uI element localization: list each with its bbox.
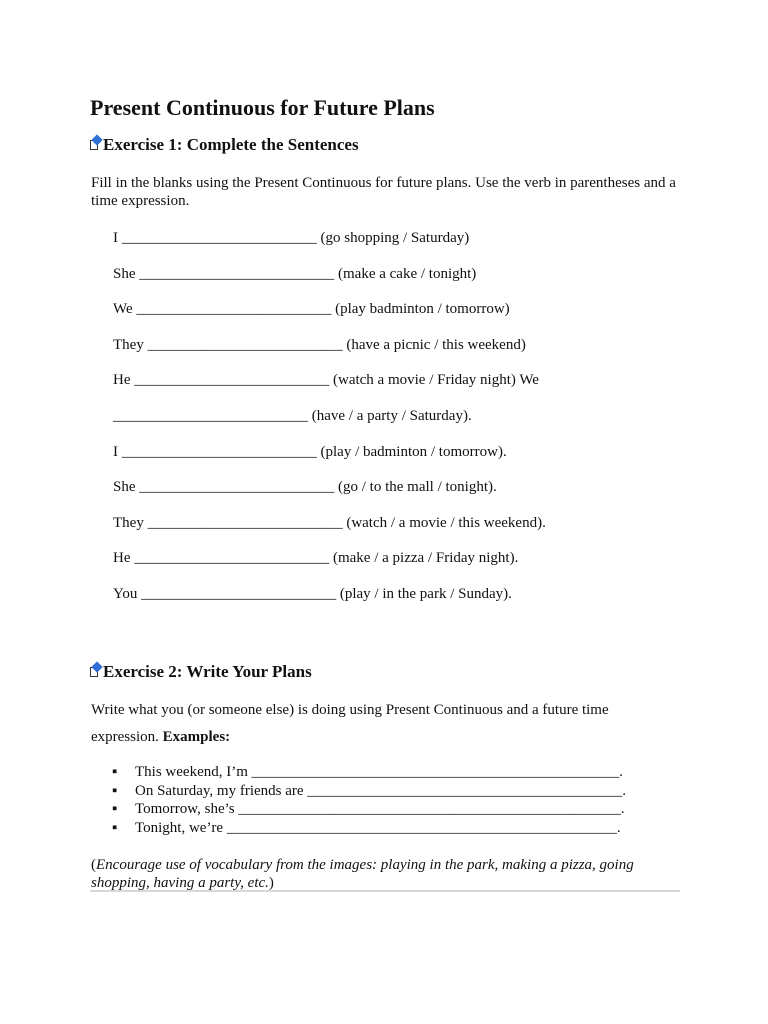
teacher-note (91, 856, 681, 892)
exercise-1-heading (90, 134, 359, 156)
note-open-paren: ( (91, 857, 96, 873)
exercise-2-instructions-line2 (91, 728, 691, 746)
sentence-line: She __________________________ (make a cake / tonight) (113, 265, 477, 282)
list-item (91, 819, 626, 838)
exercise-1-heading-text: Exercise 1: Complete the Sentences (103, 135, 359, 154)
square-bullet-icon: ▪ (112, 764, 118, 780)
exercise-1-sentence-list (113, 228, 546, 620)
page-title: Present Continuous for Future Plans (90, 95, 435, 120)
list-item (91, 800, 626, 819)
exercise-2-example-list (91, 763, 626, 838)
examples-label: Examples: (162, 729, 231, 745)
note-text: Encourage use of vocabulary from the images: playing in the park, making a pizza, going shopping, having a party, etc. (91, 857, 634, 891)
list-item-text: This weekend, I’m _________________________________________________. (135, 764, 623, 780)
sentence-line: We __________________________ (play badminton / tomorrow) (113, 301, 510, 318)
note-close-paren: ) (268, 875, 274, 891)
sentence-line: He __________________________ (watch a movie / Friday night) We (113, 372, 539, 389)
exercise-2-heading (90, 661, 312, 683)
sentence-line: They __________________________ (have a picnic / this weekend) (113, 336, 526, 353)
list-item (91, 782, 626, 801)
square-bullet-icon: ▪ (112, 820, 118, 837)
diamond-bullet-icon (90, 139, 103, 151)
square-bullet-icon: ▪ (112, 801, 118, 818)
sentence-line: I __________________________ (play / badminton / tomorrow). (113, 443, 507, 460)
horizontal-divider (90, 890, 680, 892)
exercise-1-instructions: Fill in the blanks using the Present Continuous for future plans. Use the verb in parentheses and a time expression. (91, 175, 676, 209)
list-item-text: On Saturday, my friends are __________________________________________. (135, 782, 627, 799)
sentence-line: They __________________________ (watch / a movie / this weekend). (113, 514, 546, 531)
diamond-bullet-icon (90, 666, 103, 678)
list-item (91, 763, 626, 782)
sentence-line: He __________________________ (make / a pizza / Friday night). (113, 550, 519, 567)
sentence-line: You __________________________ (play / in the park / Sunday). (113, 585, 512, 602)
sentence-line: I __________________________ (go shopping / Saturday) (113, 230, 470, 246)
list-item-text: Tomorrow, she’s ___________________________________________________. (135, 801, 625, 818)
sentence-line: She __________________________ (go / to the mall / tonight). (113, 479, 497, 496)
sentence-line: __________________________ (have / a party / Saturday). (113, 407, 472, 424)
list-item-text: Tonight, we’re ____________________________________________________. (135, 820, 621, 837)
exercise-2-heading-text: Exercise 2: Write Your Plans (103, 662, 312, 681)
exercise-2-instructions-line1: Write what you (or someone else) is doing using Present Continuous and a future time (91, 702, 609, 718)
instructions-text: expression. (91, 729, 159, 745)
square-bullet-icon: ▪ (112, 782, 118, 799)
